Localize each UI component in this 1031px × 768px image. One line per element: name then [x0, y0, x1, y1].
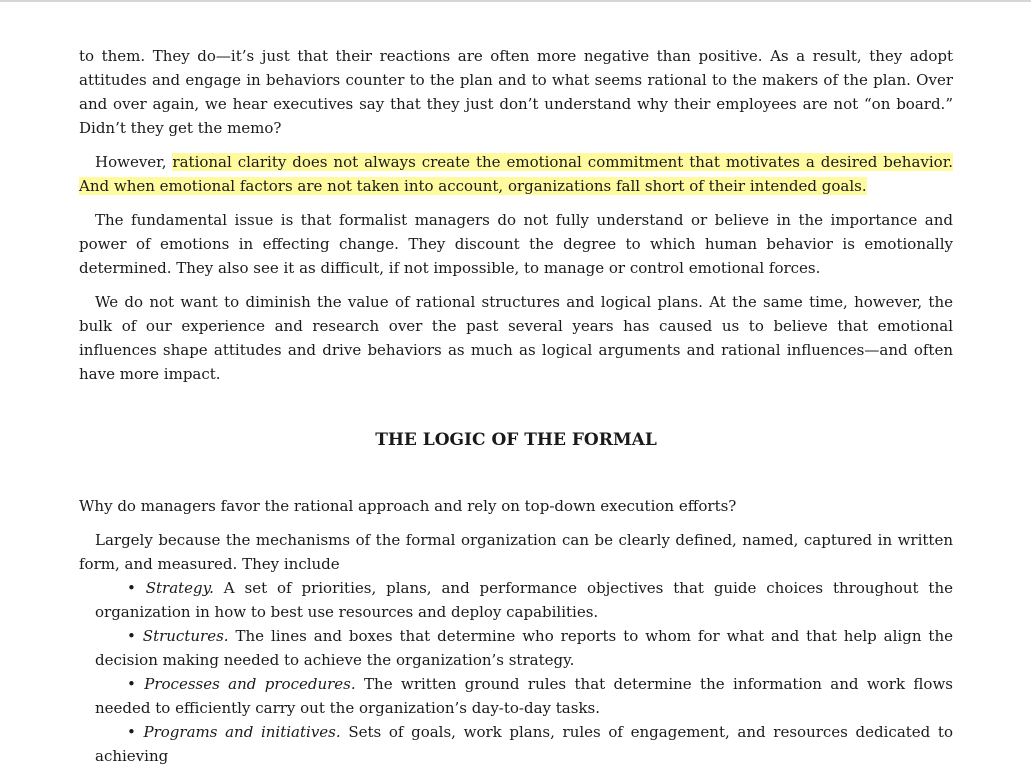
paragraph-2-lead: However, — [95, 153, 173, 171]
paragraph-1: to them. They do—it’s just that their reactions are often more negative than positive. As a result, they adopt attitudes and engage in behaviors counter to the plan and to what seems rational to the makers of the plan. Over and over again, we hear executives say that they just don’t understand why their employees are not “on board.” Didn’t they get the memo? — [79, 47, 953, 137]
section-intro: Largely because the mechanisms of the formal organization can be clearly defined, named, captured in written form, and measured. They include — [79, 531, 953, 573]
bullet-term: Processes and procedures. — [144, 675, 356, 693]
bullet-marker: • — [127, 675, 145, 693]
section-question: Why do managers favor the rational approach and rely on top-down execution efforts? — [79, 497, 737, 515]
paragraph-4: We do not want to diminish the value of rational structures and logical plans. At the same time, however, the bulk of our experience and research over the past several years has caused us to believe that emotional influences shape attitudes and drive behaviors as much as logical arguments and rational influences—and often have more impact. — [79, 293, 953, 383]
bullet-text: The written ground rules that determine the information and work flows needed to efficiently carry out the organization’s day-to-day tasks. — [95, 675, 954, 717]
document-page — [79, 44, 953, 768]
highlighted-text[interactable]: rational clarity does not always create the emotional commitment that motivates a desired behavior. And when emotional factors are not taken into account, organizations fall short of their intended goals. — [79, 153, 953, 195]
bullet-text: Sets of goals, work plans, rules of engagement, and resources dedicated to achieving — [95, 723, 953, 765]
bullet-marker: • — [127, 627, 143, 645]
list-item — [79, 672, 953, 720]
bullet-marker: • — [127, 579, 146, 597]
bullet-marker: • — [127, 723, 144, 741]
paragraph-2 — [79, 150, 953, 198]
bullet-term: Programs and initiatives. — [143, 723, 341, 741]
bullet-text: The lines and boxes that determine who reports to whom for what and that help align the decision making needed to achieve the organization’s strategy. — [95, 627, 953, 669]
bullet-term: Strategy. — [145, 579, 214, 597]
window-top-border — [0, 0, 1031, 2]
list-item — [79, 624, 953, 672]
bullet-term: Structures. — [142, 627, 229, 645]
paragraph-3: The fundamental issue is that formalist managers do not fully understand or believe in the importance and power of emotions in effecting change. They discount the degree to which human behavior is emotionally determined. They also see it as difficult, if not impossible, to manage or control emotional forces. — [79, 211, 953, 277]
section-heading: THE LOGIC OF THE FORMAL — [375, 430, 657, 450]
bullet-text: A set of priorities, plans, and performance objectives that guide choices throughout the organization in how to best use resources and deploy capabilities. — [95, 579, 953, 621]
list-item — [79, 720, 953, 768]
list-item — [79, 576, 953, 624]
